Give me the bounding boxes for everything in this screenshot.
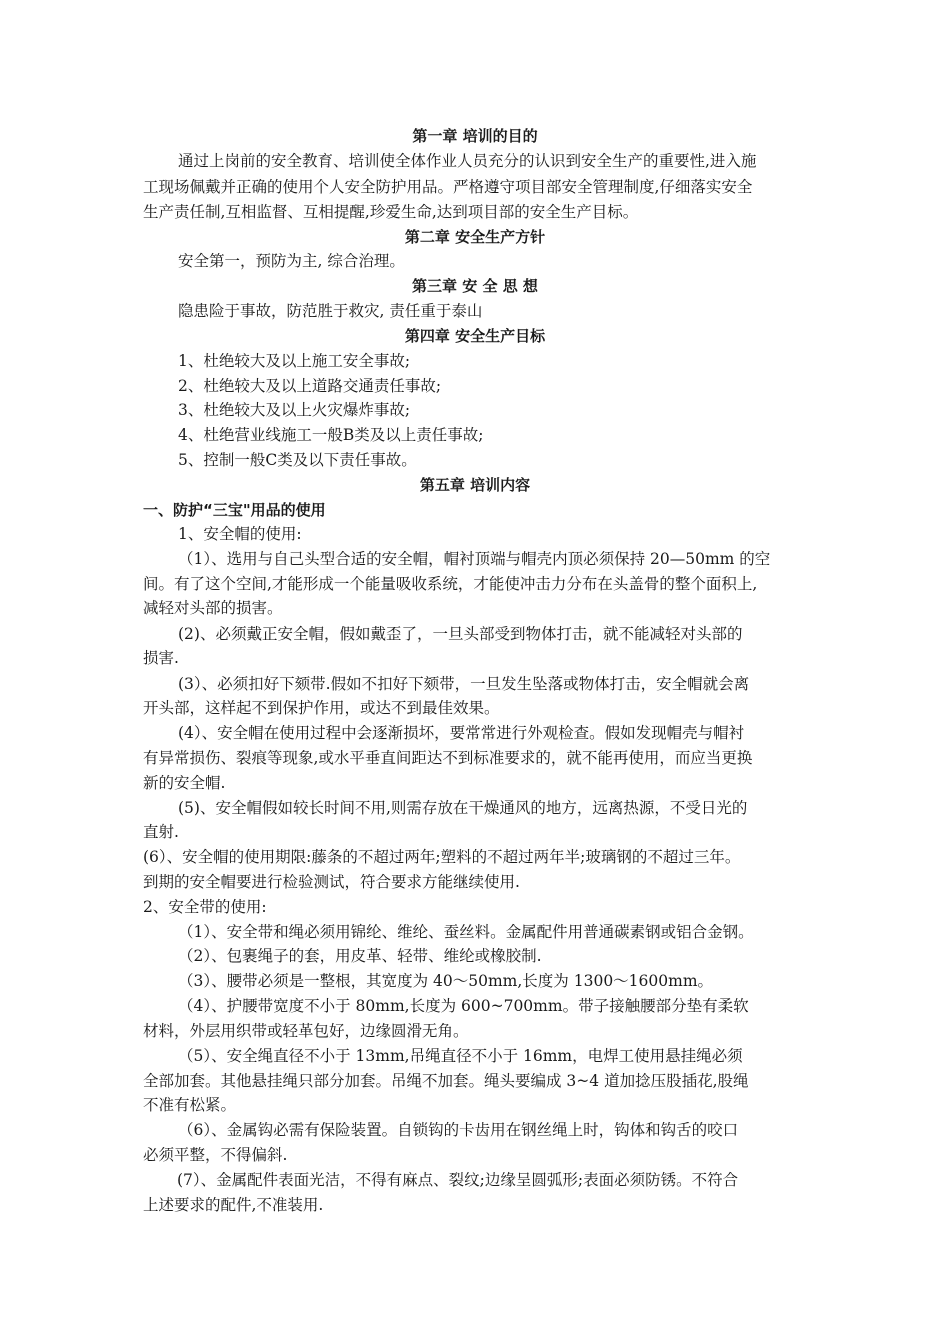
helmet-paragraph-line: 新的安全帽. <box>143 774 226 792</box>
chapter-3-title: 第三章 安 全 思 想 <box>412 277 538 295</box>
goal-item: 5、控制一般C类及以下责任事故。 <box>178 451 417 469</box>
belt-paragraph-line: （5）、安全绳直径不小于 13mm,吊绳直径不小于 16mm，电焊工使用悬挂绳必须 <box>178 1047 743 1065</box>
belt-heading: 2、安全带的使用: <box>143 898 267 916</box>
belt-paragraph-line: （6）、金属钩必需有保险装置。自锁钩的卡齿用在钢丝绳上时，钩体和钩舌的咬口 <box>178 1121 739 1139</box>
section-heading: 一、防护“三宝"用品的使用 <box>143 501 326 519</box>
chapter-4-title: 第四章 安全生产目标 <box>404 327 546 345</box>
helmet-paragraph-line: (4）、安全帽在使用过程中会逐渐损坏，要常常进行外观检查。假如发现帽壳与帽衬 <box>178 724 745 742</box>
helmet-paragraph-line: (3）、必须扣好下颏带.假如不扣好下颏带，一旦发生坠落或物体打击，安全帽就会离 <box>178 675 750 693</box>
helmet-paragraph-line: (5)、安全帽假如较长时间不用,则需存放在干燥通风的地方，远离热源，不受日光的 <box>178 799 748 817</box>
helmet-paragraph-line: 到期的安全帽要进行检验测试，符合要求方能继续使用. <box>143 873 520 891</box>
belt-paragraph-line: （1）、安全带和绳必须用锦纶、维纶、蚕丝料。金属配件用普通碳素钢或铝合金钢。 <box>178 923 754 941</box>
belt-paragraph-line: 上述要求的配件,不准装用. <box>143 1196 324 1214</box>
chapter-3-text: 隐患险于事故，防范胜于救灾, 责任重于泰山 <box>178 302 483 320</box>
chapter-2-text: 安全第一，预防为主, 综合治理。 <box>178 252 405 270</box>
chapter-2-title: 第二章 安全生产方针 <box>404 228 546 246</box>
belt-paragraph-line: （4）、护腰带宽度不小于 80mm,长度为 600~700mm。带子接触腰部分垫有柔软 <box>178 997 749 1015</box>
belt-paragraph-line: 必须平整，不得偏斜. <box>143 1146 288 1164</box>
belt-paragraph-line: 不准有松紧。 <box>143 1096 237 1114</box>
belt-paragraph-line: (7）、金属配件表面光洁，不得有麻点、裂纹;边缘呈圆弧形;表面必须防锈。不符合 <box>177 1171 739 1189</box>
belt-paragraph-line: （2）、包裹绳子的套，用皮革、轻带、维纶或橡胶制. <box>178 947 542 965</box>
helmet-paragraph-line: (2)、必须戴正安全帽，假如戴歪了，一旦头部受到物体打击，就不能减轻对头部的 <box>178 625 743 643</box>
helmet-paragraph-line: （1）、选用与自己头型合适的安全帽，帽衬顶端与帽壳内顶必须保持 20—50mm 的空 <box>178 550 771 568</box>
helmet-paragraph-line: 直射. <box>143 823 179 841</box>
goal-item: 4、杜绝营业线施工一般B类及以上责任事故; <box>178 426 484 444</box>
helmet-paragraph-line: 损害. <box>143 649 179 667</box>
chapter-5-title: 第五章 培训内容 <box>419 476 531 494</box>
helmet-paragraph-line: 开头部，这样起不到保护作用，或达不到最佳效果。 <box>143 699 500 717</box>
helmet-heading: 1、安全帽的使用: <box>178 525 302 543</box>
chapter-1-paragraph-line: 工现场佩戴并正确的使用个人安全防护用品。严格遵守项目部安全管理制度,仔细落实安全 <box>143 178 753 196</box>
goal-item: 3、杜绝较大及以上火灾爆炸事故; <box>178 401 411 419</box>
chapter-1-paragraph-line: 通过上岗前的安全教育、培训使全体作业人员充分的认识到安全生产的重要性,进入施 <box>178 152 757 170</box>
chapter-1-paragraph-line: 生产责任制,互相监督、互相提醒,珍爱生命,达到项目部的安全生产目标。 <box>143 203 639 221</box>
goal-item: 1、杜绝较大及以上施工安全事故; <box>178 352 411 370</box>
helmet-paragraph-line: (6）、安全帽的使用期限:藤条的不超过两年;塑料的不超过两年半;玻璃钢的不超过三年。 <box>143 848 741 866</box>
belt-paragraph-line: 全部加套。其他悬挂绳只部分加套。吊绳不加套。绳头要编成 3~4 道加捻压股插花,股绳 <box>143 1072 749 1090</box>
goal-item: 2、杜绝较大及以上道路交通责任事故; <box>178 377 442 395</box>
helmet-paragraph-line: 有异常损伤、裂痕等现象,或水平垂直间距达不到标准要求的，就不能再使用，而应当更换 <box>143 749 753 767</box>
helmet-paragraph-line: 减轻对头部的损害。 <box>143 599 283 617</box>
belt-paragraph-line: （3）、腰带必须是一整根，其宽度为 40～50mm,长度为 1300～1600mm。 <box>178 972 714 990</box>
helmet-paragraph-line: 间。有了这个空间,才能形成一个能量吸收系统，才能使冲击力分布在头盖骨的整个面积上, <box>143 575 758 593</box>
chapter-1-title: 第一章 培训的目的 <box>412 127 538 145</box>
belt-paragraph-line: 材料，外层用织带或轻革包好，边缘圆滑无角。 <box>143 1022 469 1040</box>
